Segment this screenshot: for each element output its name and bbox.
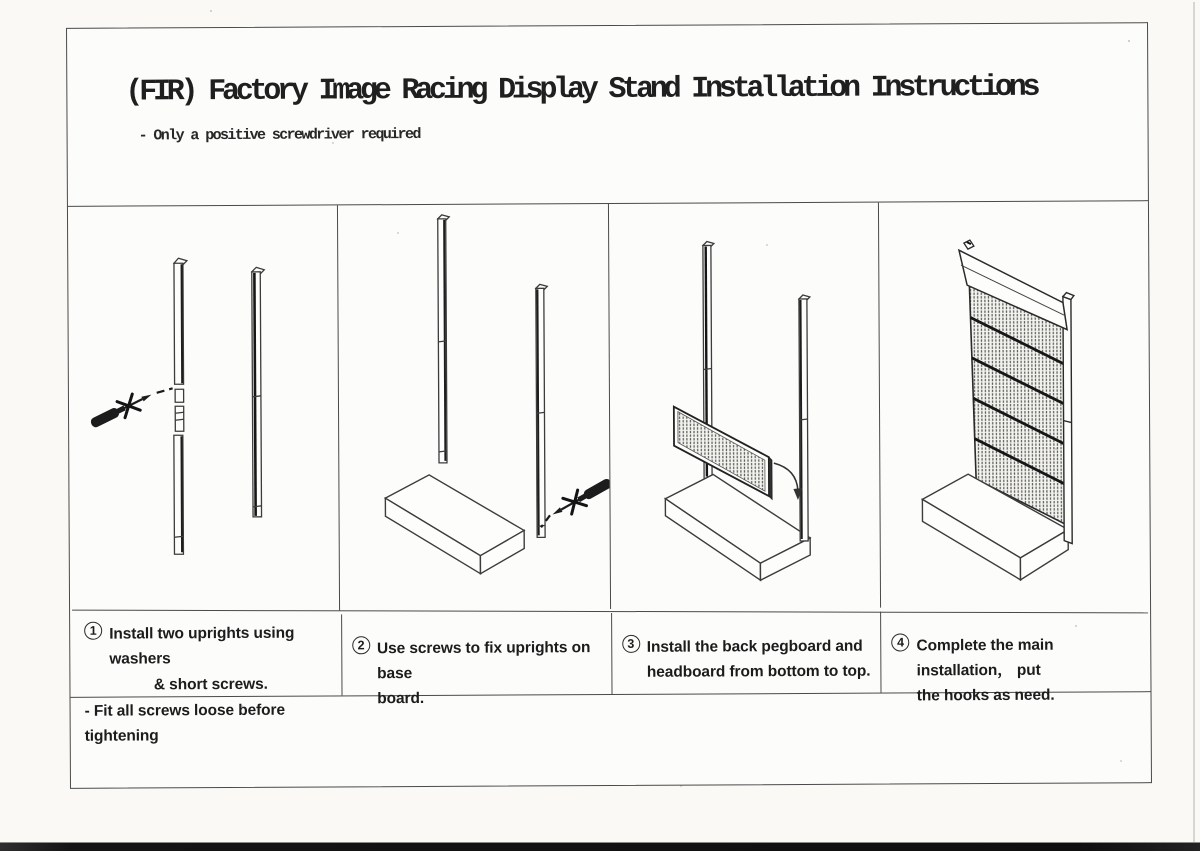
scan-speck [1055, 448, 1057, 450]
caption-row [70, 610, 1150, 745]
scan-speck [1128, 40, 1130, 42]
diagram-row [68, 201, 1150, 612]
screw-direction-dashes [157, 388, 173, 393]
page-title: (FIR) Factory Image Racing Display Stand Installation Instructions [125, 70, 1037, 110]
scan-speck [332, 142, 334, 144]
upright-right [1063, 293, 1075, 544]
diagram-step2 [337, 204, 609, 610]
base-board [665, 474, 810, 581]
scan-speck [240, 705, 243, 708]
step1-caption [70, 614, 341, 745]
diagram-step1 [68, 205, 339, 611]
step3-number-badge: 3 [622, 635, 640, 653]
step2-caption [341, 613, 611, 708]
notes-area [71, 692, 1151, 788]
scan-speck [766, 244, 768, 246]
page-subtitle: - Only a positive screwdriver required [138, 125, 420, 145]
scan-speck [1075, 625, 1077, 627]
step3-caption [611, 612, 881, 694]
scan-speck [680, 785, 682, 787]
scan-speck [210, 10, 212, 12]
screwdriver-icon [88, 387, 156, 433]
page-edge-shadow [1193, 2, 1195, 842]
upright-right [252, 267, 266, 517]
two-uprights-drawing [68, 205, 339, 611]
step2-number-badge: 2 [352, 636, 370, 654]
upright-right [798, 295, 810, 541]
upright-left-two-piece [173, 258, 189, 554]
step4-caption [880, 610, 1150, 705]
pegboard-install-drawing [608, 203, 879, 609]
step3-text-line2: headboard from bottom to top. [646, 662, 871, 681]
upright-right [536, 284, 549, 537]
title-section [67, 23, 1148, 207]
screwdriver-icon [548, 474, 609, 522]
step4-text-line2: the hooks as need. [916, 686, 1055, 705]
base-board [385, 474, 524, 574]
step4-text-line1: Complete the main installation， put [916, 636, 1054, 680]
step1-text-line2: & short screws. [153, 675, 268, 694]
step4-number-badge: 4 [891, 633, 909, 651]
diagram-step4 [878, 201, 1150, 607]
completed-stand-drawing [879, 201, 1150, 607]
step2-text-line1: Use screws to fix uprights on base [376, 639, 591, 683]
uprights-on-base-drawing [338, 204, 609, 610]
insert-arrow-icon [773, 463, 802, 500]
scan-speck [397, 232, 399, 234]
step3-text-line1: Install the back pegboard and [646, 637, 863, 656]
scan-speck [1120, 760, 1122, 762]
step2-text-line2: board. [377, 689, 425, 708]
instruction-sheet [66, 22, 1152, 789]
diagram-step3 [607, 203, 879, 609]
step1-text-line3: - Fit all screws loose before tightening [84, 701, 286, 745]
scanner-edge-strip [0, 842, 1200, 851]
step1-number-badge: 1 [84, 622, 102, 640]
upright-left [438, 215, 451, 463]
step1-text-line1: Install two uprights using washers [109, 624, 295, 668]
